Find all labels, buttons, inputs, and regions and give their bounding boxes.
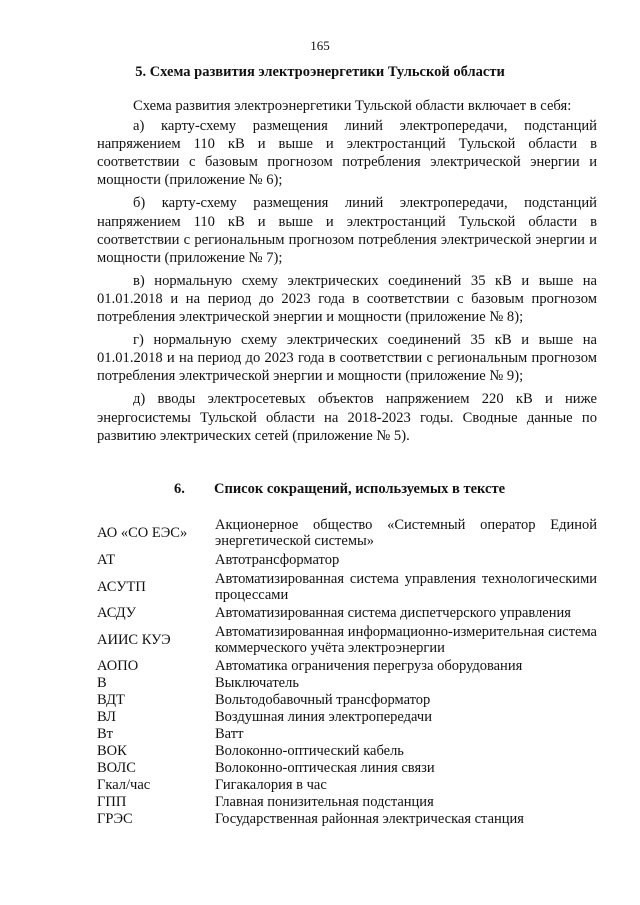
section-5-intro: Схема развития электроэнергетики Тульской области включает в себя: (133, 98, 572, 114)
abbr-definition: Волоконно-оптическая линия связи (215, 760, 435, 777)
table-row (97, 514, 597, 552)
abbr-term: Вт (97, 726, 114, 743)
abbreviations-table (97, 514, 597, 828)
abbr-term: ВОК (97, 743, 127, 760)
table-row (97, 811, 597, 828)
abbr-term: ВЛ (97, 709, 116, 726)
table-row (97, 692, 597, 709)
abbr-term: ГРЭС (97, 811, 133, 828)
abbr-term: АСУТП (97, 578, 146, 595)
abbr-definition: Воздушная линия электропередачи (215, 709, 432, 726)
list-item-g: г) нормальную схему электрических соединений 35 кВ и выше на 01.01.2018 и на период до 2023 года в соответствии с региональным прогнозом потребления электрической энергии и мощности (приложение № 9); (97, 332, 597, 385)
abbr-definition: Гигакалория в час (215, 777, 327, 794)
abbr-definition: Государственная районная электрическая станция (215, 811, 524, 828)
section-5-title: 5. Схема развития электроэнергетики Тульской области (135, 64, 505, 80)
section-6-number: 6. (174, 481, 185, 497)
abbr-definition: Автоматика ограничения перегруза оборудования (215, 658, 523, 675)
abbr-term: АСДУ (97, 605, 137, 622)
abbr-term: ВДТ (97, 692, 125, 709)
abbr-definition: Волоконно-оптический кабель (215, 743, 404, 760)
section-6-heading (174, 481, 505, 498)
section-5-body (97, 97, 597, 450)
abbr-definition: Выключатель (215, 675, 299, 692)
abbr-term: АИИС КУЭ (97, 631, 171, 648)
abbr-term: Гкал/час (97, 777, 151, 794)
table-row (97, 777, 597, 794)
table-row (97, 569, 597, 605)
abbr-term: АТ (97, 552, 116, 569)
page-number: 165 (310, 38, 330, 53)
abbr-definition: Главная понизительная подстанция (215, 794, 434, 811)
abbr-definition: Автотрансформатор (215, 552, 340, 569)
table-row (97, 760, 597, 777)
list-item-v: в) нормальную схему электрических соединений 35 кВ и выше на 01.01.2018 и на период до 2023 года в соответствии с базовым прогнозом потребления электрической энергии и мощности (приложение № 8); (97, 272, 597, 326)
abbr-term: ВОЛС (97, 760, 136, 777)
abbr-term: В (97, 675, 107, 692)
abbr-definition: Вольтодобавочный трансформатор (215, 692, 431, 709)
table-row (97, 675, 597, 692)
abbr-definition: Акционерное общество «Системный оператор Единой энергетической системы» (215, 516, 597, 549)
table-row (97, 658, 597, 675)
table-row (97, 622, 597, 658)
list-item-d: д) вводы электросетевых объектов напряжением 220 кВ и ниже энергосистемы Тульской области на 2018-2023 годы. Сводные данные по развитию электрических сетей (приложение № 5). (97, 391, 597, 444)
section-6-title: Список сокращений, используемых в тексте (214, 481, 506, 497)
list-item-a: а) карту-схему размещения линий электропередачи, подстанций напряжением 110 кВ и выше и электростанций Тульской области в соответствии с базовым прогнозом потребления электрической энергии и мощности (приложение № 6); (97, 118, 597, 189)
abbr-term: АО «СО ЕЭС» (97, 524, 188, 541)
table-row (97, 743, 597, 760)
table-row (97, 552, 597, 569)
abbr-definition: Ватт (215, 726, 244, 743)
abbr-term: ГПП (97, 794, 127, 811)
list-item-b: б) карту-схему размещения линий электропередачи, подстанций напряжением 110 кВ и выше и электростанций Тульской области в соответствии с региональным прогнозом потребления электрической энергии и мощности (приложение № 7); (97, 195, 597, 266)
table-row (97, 794, 597, 811)
abbr-definition: Автоматизированная система управления технологическими процессами (215, 570, 597, 603)
table-row (97, 605, 597, 622)
abbr-definition: Автоматизированная информационно-измерительная система коммерческого учёта электроэнергии (215, 623, 597, 656)
table-row (97, 726, 597, 743)
abbr-definition: Автоматизированная система диспетчерского управления (215, 605, 571, 622)
abbr-term: АОПО (97, 658, 139, 675)
table-row (97, 709, 597, 726)
